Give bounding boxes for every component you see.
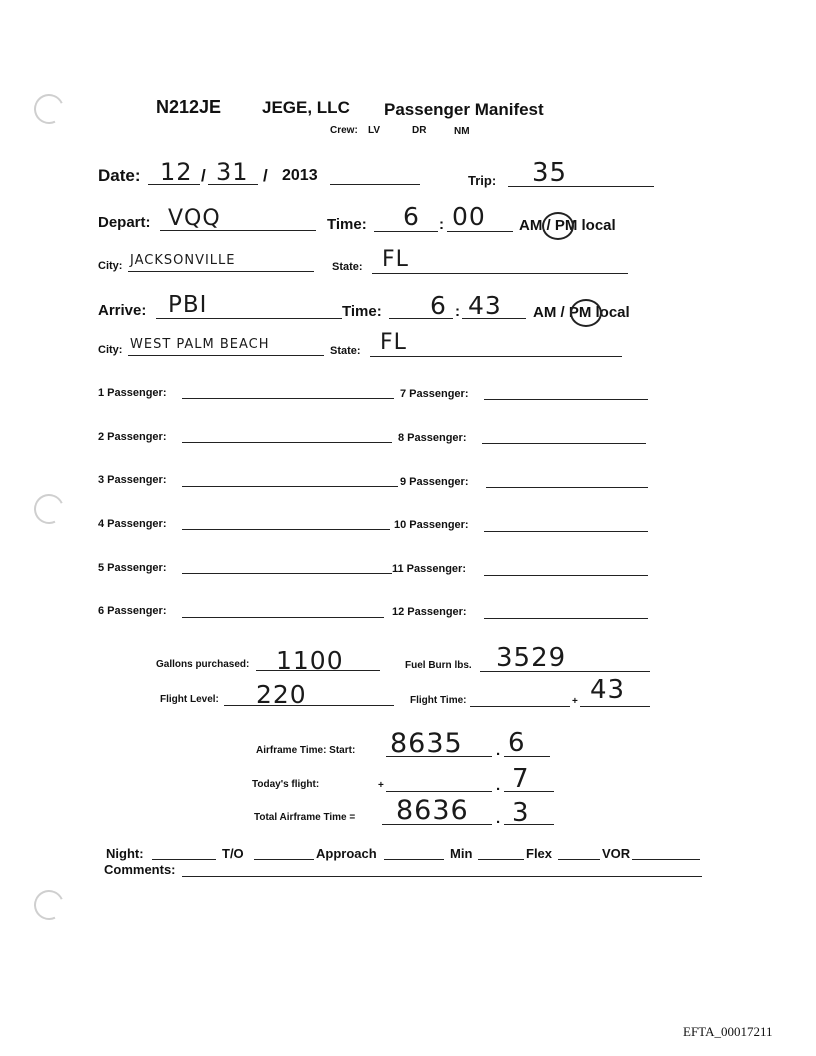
- fuel-burn-label: Fuel Burn lbs.: [405, 660, 472, 671]
- passenger-3-field[interactable]: [182, 486, 398, 487]
- crew-label: Crew:: [330, 125, 358, 136]
- passenger-2-field[interactable]: [182, 442, 392, 443]
- flight-level-label: Flight Level:: [160, 694, 219, 705]
- depart-state[interactable]: FL: [382, 247, 409, 272]
- passenger-10-label: 10 Passenger:: [394, 519, 469, 531]
- document-id: EFTA_00017211: [683, 1024, 773, 1039]
- crew-member: LV: [368, 125, 381, 136]
- passenger-4-label: 4 Passenger:: [98, 518, 167, 530]
- takeoff-label: T/O: [222, 846, 244, 861]
- passenger-10-field[interactable]: [484, 531, 648, 532]
- passenger-5-label: 5 Passenger:: [98, 562, 167, 574]
- passenger-11-label: 11 Passenger:: [392, 563, 466, 575]
- gallons-value[interactable]: 1100: [276, 646, 344, 675]
- date-day[interactable]: 31: [216, 158, 249, 186]
- tail-number: N212JE: [156, 97, 222, 117]
- flight-time-value[interactable]: 43: [590, 675, 626, 705]
- passenger-1-label: 1 Passenger:: [98, 387, 167, 399]
- company-name: JEGE, LLC: [262, 98, 350, 117]
- depart-minute[interactable]: 00: [452, 202, 486, 231]
- arrive-state-label: State:: [330, 345, 361, 357]
- min-label: Min: [450, 846, 473, 861]
- passenger-9-label: 9 Passenger:: [400, 476, 469, 488]
- date-label: Date:: [98, 166, 141, 185]
- depart-city-label: City:: [98, 260, 123, 272]
- flight-level-value[interactable]: 220: [256, 680, 307, 709]
- airframe-start-whole[interactable]: 8635: [390, 728, 463, 759]
- crew-member: NM: [454, 126, 470, 137]
- passenger-7-label: 7 Passenger:: [400, 388, 469, 400]
- approach-field[interactable]: [384, 859, 444, 860]
- airframe-start-label: Airframe Time: Start:: [256, 745, 356, 756]
- trip-label: Trip:: [468, 173, 497, 188]
- passenger-9-field[interactable]: [486, 487, 648, 488]
- passenger-12-field[interactable]: [484, 618, 648, 619]
- fuel-burn-value[interactable]: 3529: [496, 643, 567, 673]
- flex-label: Flex: [526, 846, 553, 861]
- passenger-3-label: 3 Passenger:: [98, 474, 167, 486]
- arrive-city-label: City:: [98, 344, 123, 356]
- passenger-7-field[interactable]: [484, 399, 648, 400]
- depart-city[interactable]: JACKSONVILLE: [130, 253, 236, 268]
- total-airframe-whole[interactable]: 8636: [396, 795, 469, 826]
- todays-flight-plus: +: [378, 780, 384, 791]
- gallons-label: Gallons purchased:: [156, 659, 250, 670]
- binder-hole: [30, 886, 68, 924]
- arrive-city[interactable]: WEST PALM BEACH: [130, 337, 270, 352]
- depart-airport[interactable]: VQQ: [168, 206, 221, 231]
- vor-label: VOR: [602, 846, 631, 861]
- arrive-hour[interactable]: 6: [430, 291, 447, 320]
- arrive-state[interactable]: FL: [380, 330, 407, 355]
- night-field[interactable]: [152, 859, 216, 860]
- comments-field[interactable]: [182, 876, 702, 877]
- passenger-1-field[interactable]: [182, 398, 394, 399]
- depart-state-label: State:: [332, 261, 363, 273]
- todays-flight-tenth[interactable]: 7: [512, 764, 530, 794]
- binder-hole: [30, 90, 68, 128]
- passenger-5-field[interactable]: [182, 573, 392, 574]
- airframe-start-tenth[interactable]: 6: [508, 728, 526, 758]
- vor-field[interactable]: [632, 859, 700, 860]
- depart-hour[interactable]: 6: [403, 202, 420, 231]
- total-airframe-tenth[interactable]: 3: [512, 798, 530, 828]
- passenger-6-label: 6 Passenger:: [98, 605, 167, 617]
- min-field[interactable]: [478, 859, 524, 860]
- trip-number[interactable]: 35: [532, 158, 568, 188]
- arrive-time-label: Time:: [342, 303, 382, 320]
- night-label: Night:: [106, 846, 144, 861]
- depart-label: Depart:: [98, 214, 151, 231]
- binder-hole: [30, 490, 68, 528]
- passenger-4-field[interactable]: [182, 529, 390, 530]
- passenger-2-label: 2 Passenger:: [98, 431, 167, 443]
- takeoff-field[interactable]: [254, 859, 314, 860]
- pm-selected-circle: [542, 212, 574, 240]
- date-year: 2013: [282, 167, 318, 184]
- flight-time-plus: +: [572, 696, 578, 707]
- arrive-minute[interactable]: 43: [468, 291, 502, 320]
- date-month[interactable]: 12: [160, 158, 193, 186]
- depart-ampm: AM / PM local: [519, 217, 616, 234]
- passenger-8-field[interactable]: [482, 443, 646, 444]
- passenger-11-field[interactable]: [484, 575, 648, 576]
- comments-label: Comments:: [104, 862, 176, 877]
- total-airframe-label: Total Airframe Time =: [254, 812, 356, 823]
- crew-member: DR: [412, 125, 427, 136]
- todays-flight-label: Today's flight:: [252, 779, 320, 790]
- depart-time-label: Time:: [327, 216, 367, 233]
- approach-label: Approach: [316, 846, 377, 861]
- flight-time-label: Flight Time:: [410, 695, 467, 706]
- arrive-airport[interactable]: PBI: [168, 292, 208, 318]
- passenger-8-label: 8 Passenger:: [398, 432, 467, 444]
- passenger-6-field[interactable]: [182, 617, 384, 618]
- passenger-12-label: 12 Passenger:: [392, 606, 467, 618]
- flex-field[interactable]: [558, 859, 600, 860]
- arrive-ampm: AM / PM local: [533, 304, 630, 321]
- arrive-label: Arrive:: [98, 302, 147, 319]
- document-title: Passenger Manifest: [384, 100, 544, 119]
- pm-selected-circle: [570, 299, 602, 327]
